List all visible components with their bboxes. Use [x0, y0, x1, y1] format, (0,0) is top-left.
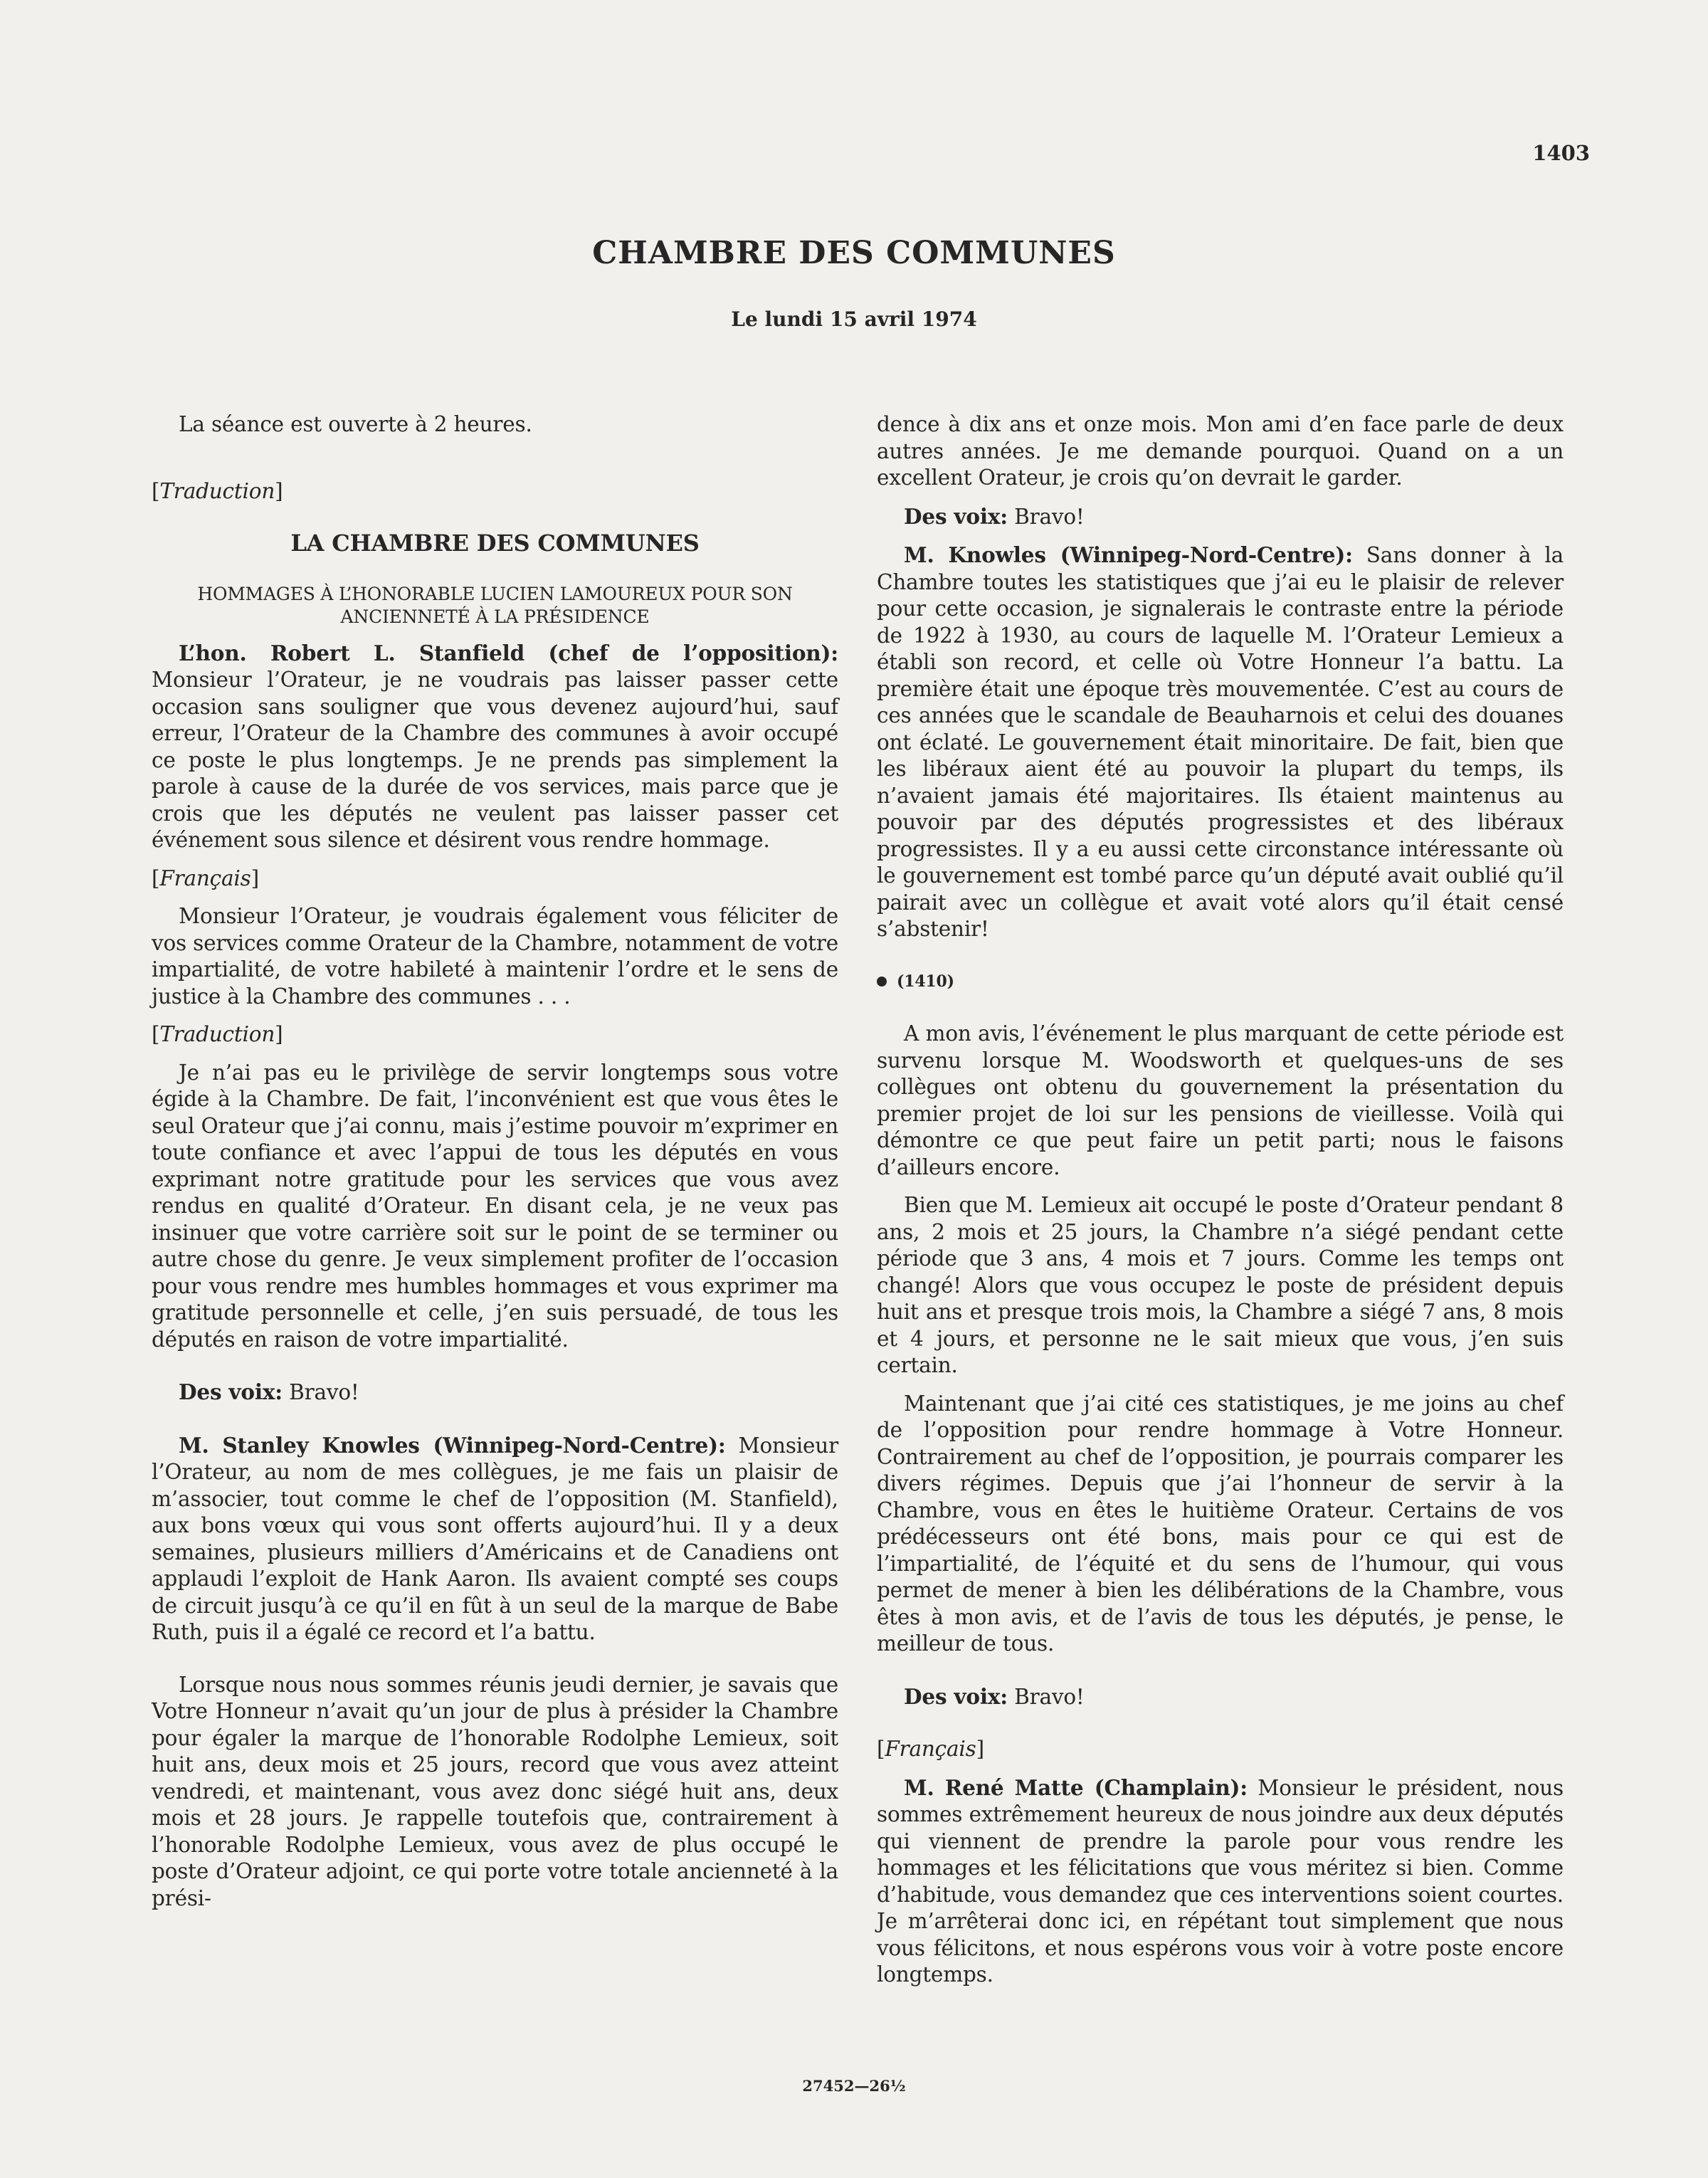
interjection-label: Des voix: [904, 503, 1008, 529]
section-title: LA CHAMBRE DES COMMUNES [290, 530, 700, 557]
language-marker [152, 866, 838, 893]
opening-statement: La séance est ouverte à 2 heures. [179, 412, 532, 436]
interjection [877, 1683, 1564, 1711]
interjection-label: Des voix: [179, 1379, 283, 1404]
language-marker [152, 478, 838, 505]
speaker-name: M. Stanley Knowles (Winnipeg-Nord-Centre): [179, 1432, 726, 1458]
speech-text: Monsieur l’Orateur, au nom de mes collègues, je me fais un plaisir de m’associer, tout comme le chef de l’opposition (M. Stanfield), aux bons vœux qui vous sont offerts aujourd’hui. Il y a deux semaines, plusieurs milliers d’Américains et de Canadiens ont applaudi l’exploit de Hank Aaron. Ils avaient compté ses coups de circuit jusqu’à ce qu’il en fût à un seul de la marque de Babe Ruth, puis il a égalé ce record et l’a battu. [152, 1433, 838, 1644]
interjection-label: Des voix: [904, 1683, 1008, 1709]
print-code: 27452—26½ [802, 2077, 906, 2095]
sitting-date: Le lundi 15 avril 1974 [731, 307, 977, 331]
interjection-text: Bravo! [282, 1380, 359, 1404]
speech-text: Sans donner à la Chambre toutes les statistiques que j’ai eu le plaisir de relever pour cette occasion, je signalerais le contraste entre la période de 1922 à 1930, au cours de laquelle M. l’Orateur Lemieux a établi son record, et celle où Votre Honneur l’a battu. La première était une époque très mouvementée. C’est au cours de ces années que le scandale de Beauharnois et celui des douanes ont éclaté. Le gouvernement était minoritaire. De fait, bien que les libéraux aient été au pouvoir la plupart du temps, ils n’avaient jamais été majoritaires. Ils étaient maintenus au pouvoir par des députés progressistes et des libéraux progressistes. Il y a eu aussi cette circonstance intéressante où le gouvernement est tombé parce qu’un député avait oublié qu’il pairait avec un collègue et avait voté alors qu’il était censé s’abstenir! [877, 543, 1564, 941]
speech-paragraph: A mon avis, l’événement le plus marquant de cette période est survenu lorsque M. Woodsworth et quelques-uns de ses collègues ont obtenu du gouvernement la présentation du premier projet de loi sur les pensions de vieillesse. Voilà qui démontre ce que peut faire un petit parti; nous le faisons d’ailleurs encore. [877, 1021, 1564, 1179]
speech-paragraph: Maintenant que j’ai cité ces statistiques, je me joins au chef de l’opposition pour rendre hommage à Votre Honneur. Contrairement au chef de l’opposition, je pourrais comparer les divers régimes. Depuis que j’ai l’honneur de servir à la Chambre, vous en êtes le huitième Orateur. Certains de vos prédécesseurs ont été bons, mais pour ce qui est de l’impartialité, de l’équité et du sens de l’humour, qui vous permet de mener à bien les délibérations de la Chambre, vous êtes à mon avis, et de l’avis de tous les députés, je pense, le meilleur de tous. [877, 1391, 1564, 1656]
speech-paragraph: Monsieur l’Orateur, je voudrais également vous féliciter de vos services comme Orateur de la Chambre, notamment de votre impartialité, de votre habileté à maintenir l’ordre et le sens de justice à la Chambre des communes . . . [152, 904, 838, 1009]
speaker-name: L’hon. Robert L. Stanfield (chef de l’opposition): [179, 640, 838, 666]
speech-paragraph [152, 640, 838, 854]
language-label: [ Français ] [152, 866, 259, 890]
language-label: [ Traduction ] [152, 1022, 283, 1046]
language-label: [ Français ] [877, 1737, 984, 1761]
language-marker [877, 1736, 1564, 1763]
page-title: CHAMBRE DES COMMUNES [592, 235, 1116, 271]
speaker-name: M. Knowles (Winnipeg-Nord-Centre): [904, 542, 1353, 567]
time-marker [877, 969, 1564, 996]
speech-paragraph-continued: dence à dix ans et onze mois. Mon ami d’en face parle de deux autres années. Je me demande pourquoi. Quand on a un excellent Orateur, je crois qu’on devrait le garder. [877, 412, 1564, 490]
language-label: [ Traduction ] [152, 479, 283, 503]
speech-paragraph: Lorsque nous nous sommes réunis jeudi dernier, je savais que Votre Honneur n’avait qu’un jour de plus à présider la Chambre pour égaler la marque de l’honorable Rodolphe Lemieux, soit huit ans, deux mois et 25 jours, record que vous avez atteint vendredi, et maintenant, vous avez donc siégé huit ans, deux mois et 28 jours. Je rappelle toutefois que, contrairement à l’honorable Rodolphe Lemieux, vous avez de plus occupé le poste d’Orateur adjoint, ce qui porte votre totale ancienneté à la prési- [152, 1672, 838, 1910]
speaker-name: M. René Matte (Champlain): [904, 1774, 1248, 1800]
speech-paragraph: Bien que M. Lemieux ait occupé le poste d’Orateur pendant 8 ans, 2 mois et 25 jours, la Chambre n’a siégé pendant cette période que 3 ans, 4 mois et 7 jours. Comme les temps ont changé! Alors que vous occupez le poste de président depuis huit ans et presque trois mois, la Chambre a siégé 7 ans, 8 mois et 4 jours, et personne ne le sait mieux que vous, j’en suis certain. [877, 1193, 1564, 1377]
time-marker-label: (1410) [897, 972, 954, 991]
language-marker [152, 1021, 838, 1048]
speech-paragraph [877, 542, 1564, 943]
speech-text: Monsieur l’Orateur, je ne voudrais pas laisser passer cette occasion sans souligner que vous devenez aujourd’hui, sauf erreur, l’Orateur de la Chambre des communes à avoir occupé ce poste le plus longtemps. Je ne prends pas simplement la parole à cause de la durée de vos services, mais parce que je crois que les députés ne veulent pas laisser passer cet événement sous silence et désirent vous rendre hommage. [152, 668, 838, 852]
interjection-text: Bravo! [1007, 1684, 1085, 1709]
speech-text: Monsieur le président, nous sommes extrêmement heureux de nous joindre aux deux députés qui viennent de prendre la parole pour vous rendre les hommages et les félicitations que vous méritez si bien. Comme d’habitude, vous demandez que ces interventions soient courtes. Je m’arrêterai donc ici, en répétant tout simplement que nous vous félicitons, et nous espérons vous voir à votre poste encore longtemps. [877, 1775, 1564, 1987]
page-number: 1403 [1532, 141, 1590, 165]
interjection [877, 503, 1564, 531]
left-column [152, 411, 838, 1912]
bullet-icon [877, 977, 887, 987]
subsection-title: HOMMAGES À L’HONORABLE LUCIEN LAMOUREUX POUR SON ANCIENNETÉ À LA PRÉSIDENCE [197, 583, 793, 627]
speech-paragraph: Je n’ai pas eu le privilège de servir longtemps sous votre égide à la Chambre. De fait, l’inconvénient est que vous êtes le seul Orateur que j’ai connu, mais j’estime pouvoir m’exprimer en toute confiance et avec l’appui de tous les députés en vous exprimant notre gratitude pour les services que vous avez rendus en qualité d’Orateur. En disant cela, je ne veux pas insinuer que votre carrière soit sur le point de se terminer ou autre chose du genre. Je veux simplement profiter de l’occasion pour vous rendre mes humbles hommages et vous exprimer ma gratitude personnelle et celle, j’en suis persuadé, de tous les députés en raison de votre impartialité. [152, 1060, 838, 1352]
interjection-text: Bravo! [1007, 504, 1085, 529]
right-column [877, 411, 1564, 1989]
speech-paragraph [877, 1774, 1564, 1989]
interjection [152, 1379, 838, 1406]
speech-paragraph [152, 1432, 838, 1646]
